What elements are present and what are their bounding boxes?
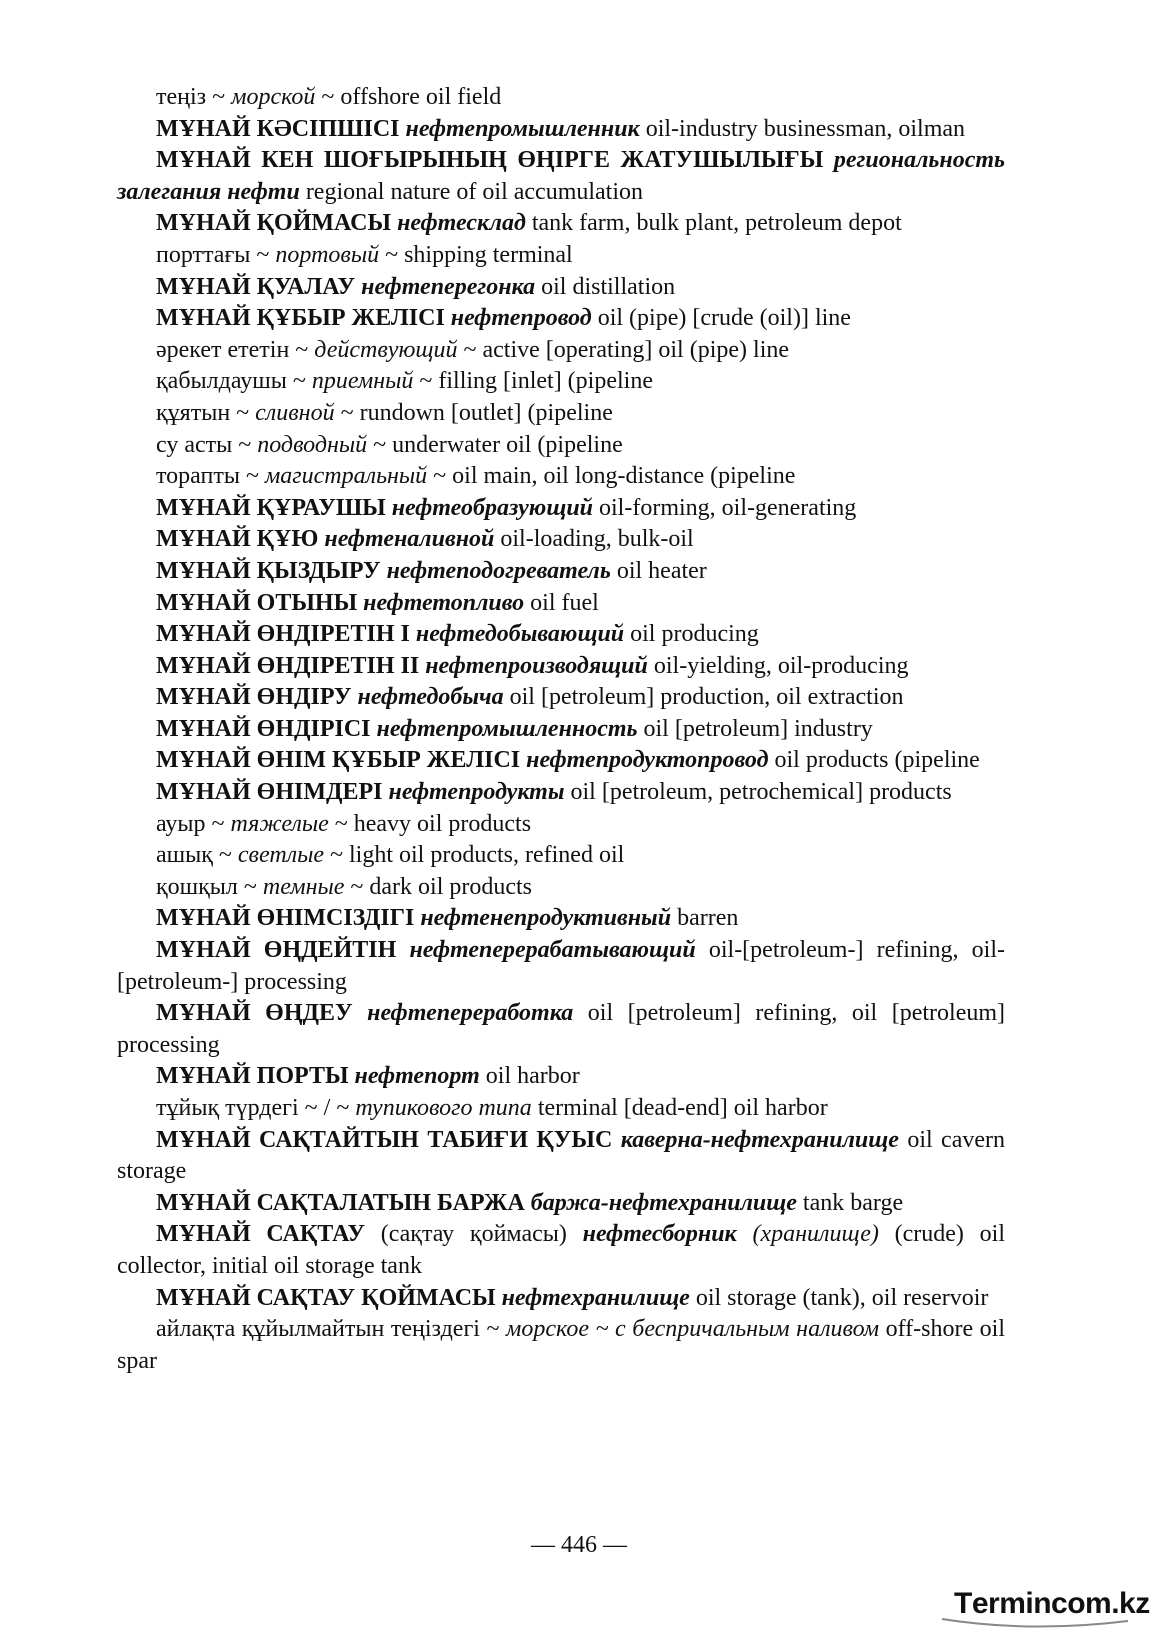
dict-entry: МҰНАЙ ӨНІМДЕРІ нефтепродукты oil [petroleum, petrochemical] products	[156, 779, 952, 806]
dict-entry: торапты ~ магистральный ~ oil main, oil long-distance (pipeline	[156, 463, 796, 490]
dict-entry: МҰНАЙ ӨНІМСІЗДІГІ нефтенепродуктивный barren	[156, 905, 739, 932]
dict-entry: МҰНАЙ ӨНДІРЕТІН II нефтепроизводящий oil-yielding, oil-producing	[156, 652, 909, 679]
dict-entry: қошқыл ~ темные ~ dark oil products	[156, 873, 533, 900]
dict-entry: порттағы ~ портовый ~ shipping terminal	[156, 241, 573, 268]
dict-entry: МҰНАЙ ӨНІМ ҚҰБЫР ЖЕЛІСІ нефтепродуктопровод oil products (pipeline	[156, 747, 980, 774]
dict-entry: МҰНАЙ САҚТАУ (сақтау қоймасы) нефтесборник (хранилище) (crude) oil collector, initial oil storage tank	[117, 1221, 1005, 1279]
dict-entry: айлақта құйылмайтын теңіздегі ~ морское ~ с беспричальным наливом off-shore oil spar	[117, 1316, 1005, 1374]
dict-entry: МҰНАЙ ӨНДІРІСІ нефтепромышленность oil [petroleum] industry	[156, 715, 873, 742]
dict-entry: МҰНАЙ ҚҰРАУШЫ нефтеобразующий oil-forming, oil-generating	[156, 494, 857, 521]
dict-entry: МҰНАЙ ӨҢДЕЙТІН нефтеперерабатывающий oil-[petroleum-] refining, oil-[petroleum-] processing	[117, 937, 1006, 995]
dictionary-page	[117, 82, 1005, 1377]
dict-entry: МҰНАЙ ПОРТЫ нефтепорт oil harbor	[156, 1063, 580, 1090]
dict-entry: МҰНАЙ ҚҰБЫР ЖЕЛІСІ нефтепровод oil (pipe) [crude (oil)] line	[156, 305, 851, 332]
dict-entry: МҰНАЙ ҚУАЛАУ нефтеперегонка oil distillation	[156, 273, 676, 300]
dict-entry: су асты ~ подводный ~ underwater oil (pipeline	[156, 431, 623, 458]
logo-text: Termincom.kz	[954, 1587, 1150, 1620]
dict-entry: МҰНАЙ ӨНДІРУ нефтедобыча oil [petroleum] production, oil extraction	[156, 684, 904, 711]
dict-entry: тұйық түрдегі ~ / ~ тупикового типа terminal [dead-end] oil harbor	[156, 1095, 828, 1121]
termincom-logo	[940, 1587, 1150, 1631]
dict-entry: МҰНАЙ ӨҢДЕУ нефтепереработка oil [petroleum] refining, oil [petroleum] processing	[117, 1000, 1006, 1058]
dict-entry: МҰНАЙ КӘСІПШІСІ нефтепромышленник oil-industry businessman, oilman	[156, 115, 966, 142]
dict-entry: ауыр ~ тяжелые ~ heavy oil products	[156, 810, 532, 837]
dict-entry: МҰНАЙ ҚҰЮ нефтеналивной oil-loading, bulk-oil	[156, 526, 694, 553]
dict-entry: МҰНАЙ ҚЫЗДЫРУ нефтеподогреватель oil heater	[156, 557, 707, 584]
dict-entry: МҰНАЙ САҚТАЛАТЫН БАРЖА баржа-нефтехранилище tank barge	[156, 1189, 904, 1216]
dict-entry: МҰНАЙ ӨНДІРЕТІН I нефтедобывающий oil producing	[156, 621, 759, 648]
dict-entry: теңіз ~ морской ~ offshore oil field	[156, 84, 502, 110]
dict-entry: әрекет ететін ~ действующий ~ active [operating] oil (pipe) line	[156, 336, 790, 363]
dict-entry: МҰНАЙ ҚОЙМАСЫ нефтесклад tank farm, bulk plant, petroleum depot	[156, 210, 902, 237]
dict-entry: МҰНАЙ САҚТАЙТЫН ТАБИҒИ ҚУЫС каверна-нефтехранилище oil cavern storage	[117, 1126, 1006, 1185]
dict-entry: МҰНАЙ САҚТАУ ҚОЙМАСЫ нефтехранилище oil storage (tank), oil reservoir	[156, 1284, 989, 1311]
dict-entry: қабылдаушы ~ приемный ~ filling [inlet] (pipeline	[156, 368, 653, 395]
dict-entry: МҰНАЙ ОТЫНЫ нефтетопливо oil fuel	[156, 589, 599, 616]
dict-entry: құятын ~ сливной ~ rundown [outlet] (pipeline	[156, 399, 613, 426]
dict-entry: МҰНАЙ КЕН ШОҒЫРЫНЫҢ ӨҢІРГЕ ЖАТУШЫЛЫҒЫ региональность залегания нефти regional nature of oil accumulation	[117, 147, 1005, 205]
dict-entry: ашық ~ светлые ~ light oil products, refined oil	[156, 842, 625, 869]
page-number: — 446 —	[531, 1532, 627, 1558]
